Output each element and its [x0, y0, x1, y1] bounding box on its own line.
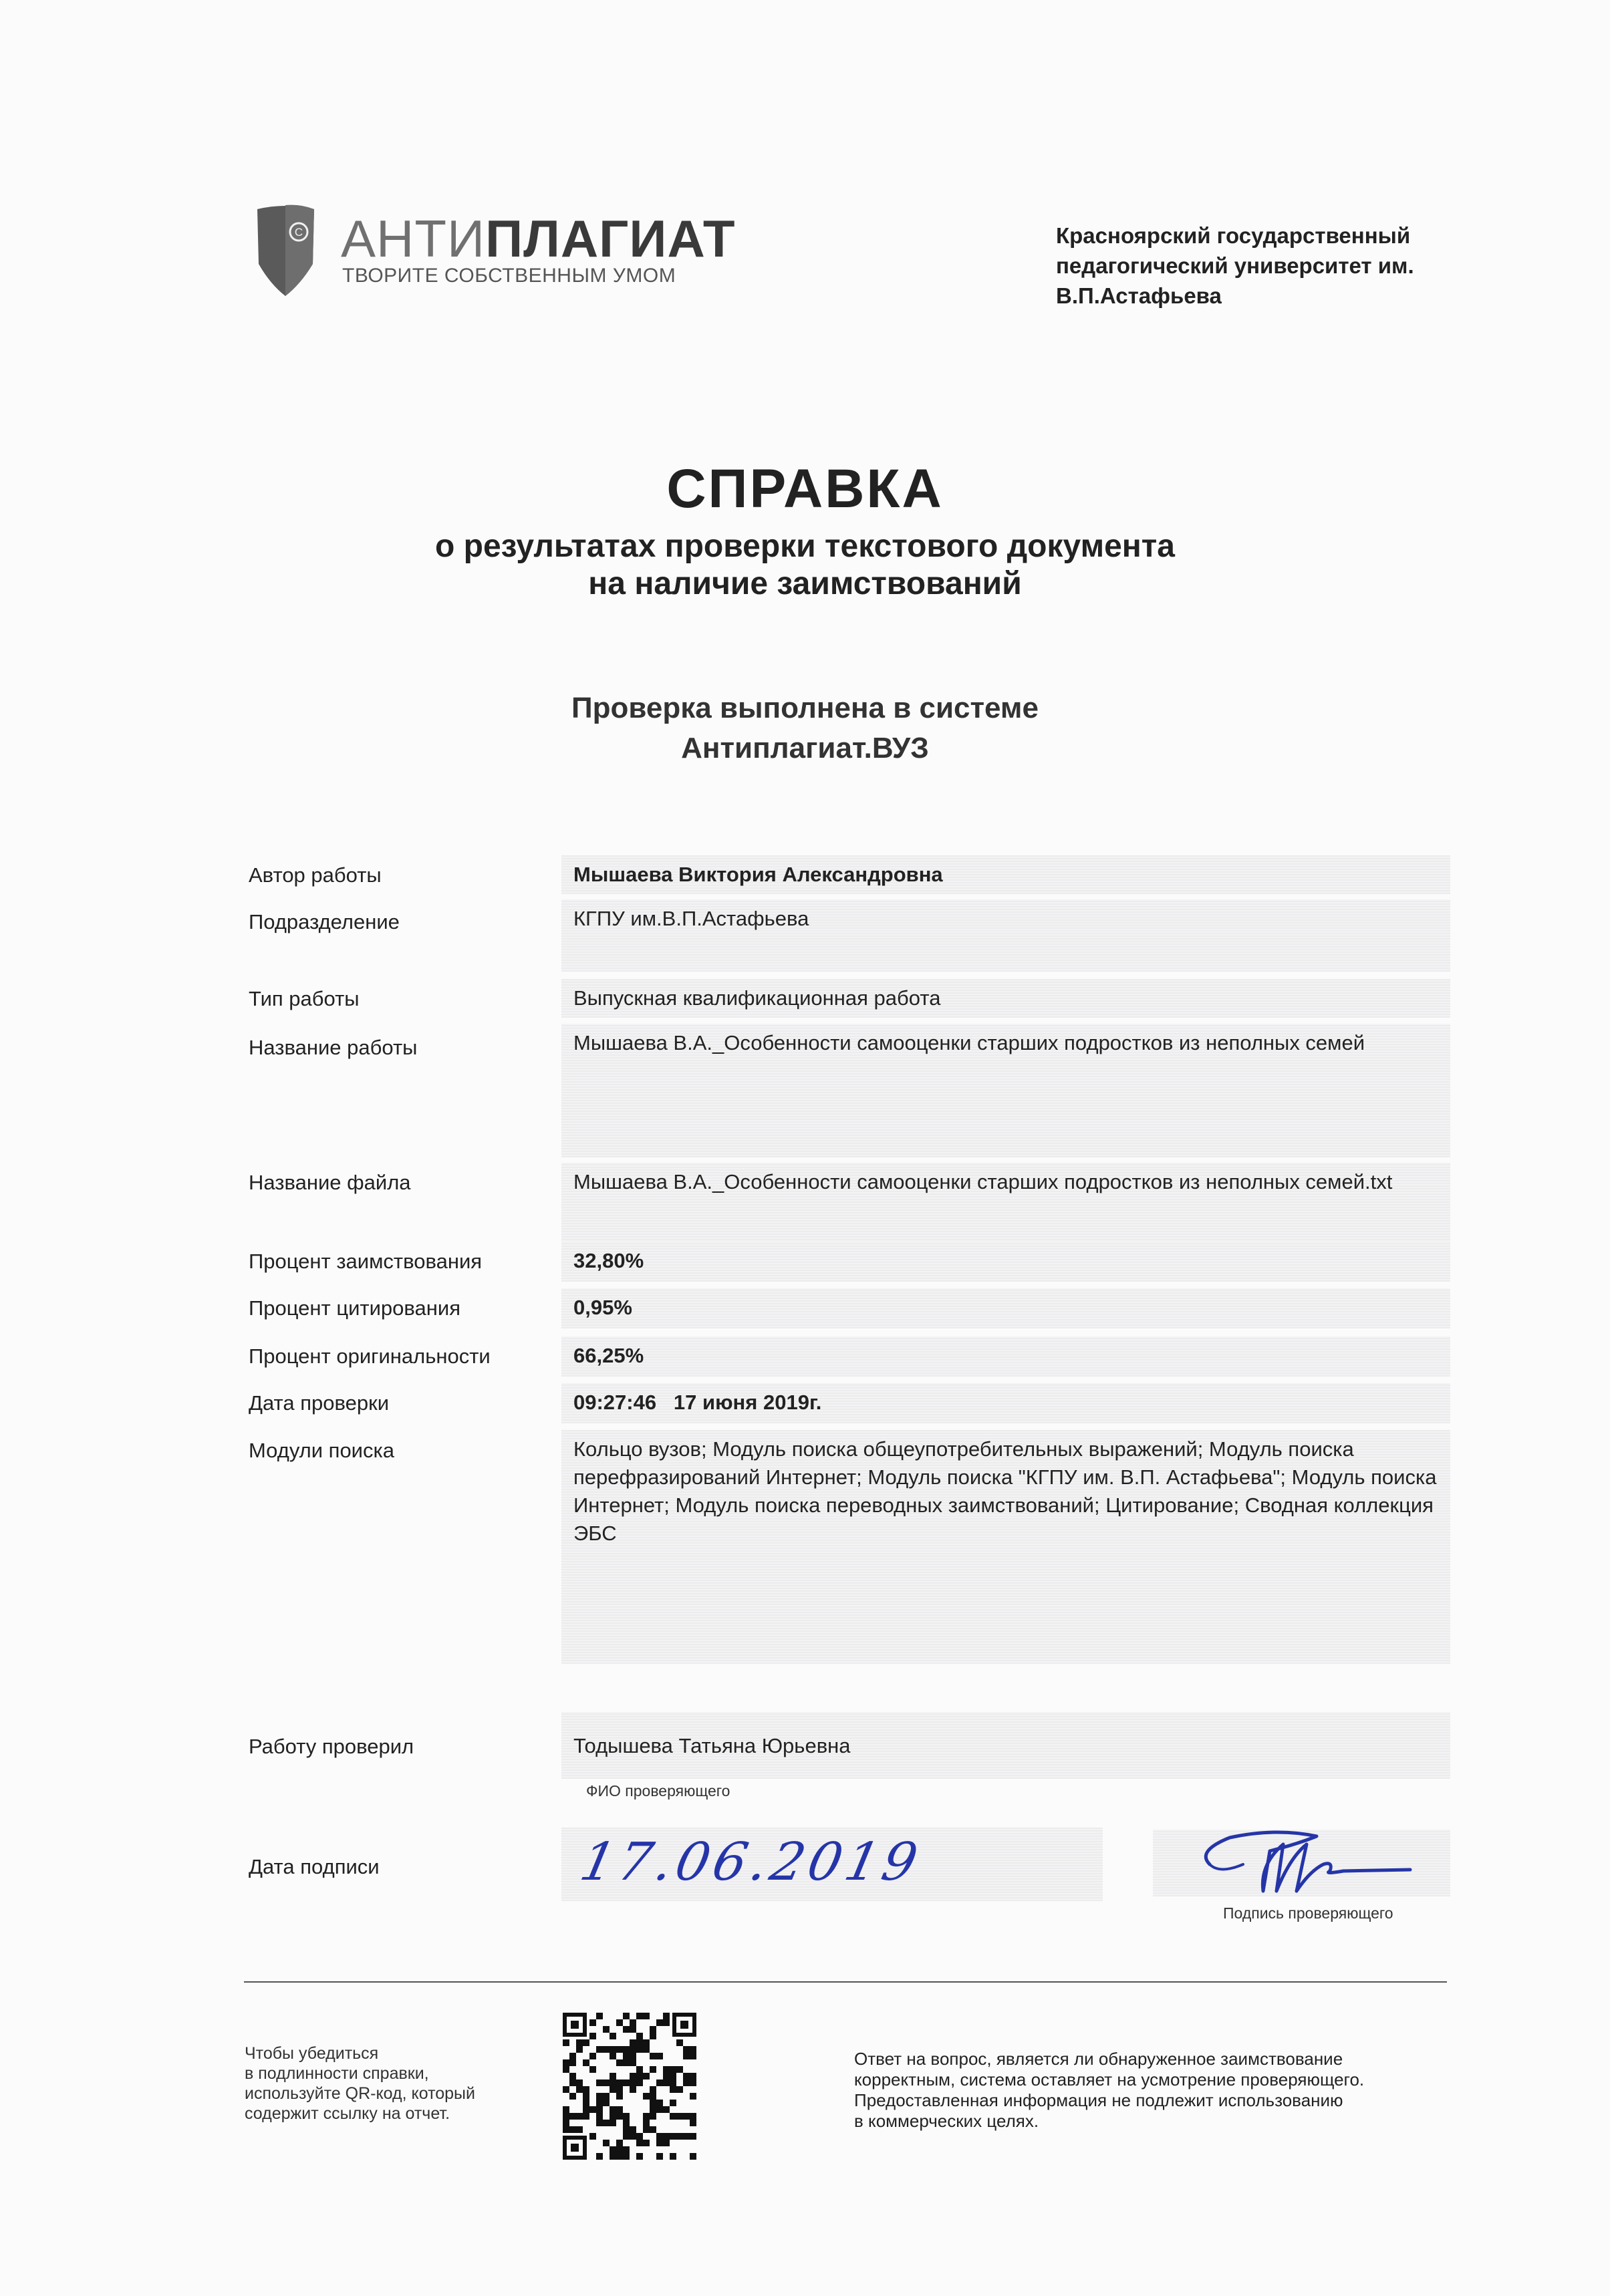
department-label: Подразделение: [249, 910, 400, 934]
author-field: [561, 855, 1450, 894]
organization-line: педагогический университет им.: [1056, 253, 1414, 278]
logo-wordmark: [341, 209, 736, 268]
work-type-field: [561, 979, 1450, 1018]
work-type-value: Выпускная квалификационная работа: [573, 986, 941, 1010]
check-date-value: 09:27:46 17 июня 2019г.: [573, 1391, 822, 1414]
originality-label: Процент оригинальности: [249, 1344, 491, 1368]
qr-code-icon: [563, 2013, 696, 2160]
work-title-value: Мышаева В.А._Особенности самооценки старших подростков из неполных семей: [573, 1031, 1365, 1054]
svg-text:C: C: [294, 226, 303, 239]
file-name-field: [561, 1163, 1450, 1243]
originality-value: 66,25%: [573, 1344, 644, 1367]
department-field: [561, 899, 1450, 972]
organization-name: [1056, 221, 1414, 311]
system-info: [0, 688, 1610, 768]
copyright-shield-icon: [254, 204, 317, 297]
check-date-field: [561, 1383, 1450, 1423]
citation-label: Процент цитирования: [249, 1296, 460, 1320]
checked-by-value: Тодышева Татьяна Юрьевна: [573, 1734, 851, 1757]
work-title-label: Название работы: [249, 1036, 418, 1059]
organization-line: В.П.Астафьева: [1056, 283, 1222, 308]
disclaimer-line: Ответ на вопрос, является ли обнаруженное заимствование: [854, 2049, 1343, 2069]
modules-value: Кольцо вузов; Модуль поиска общеупотребительных выражений; Модуль поиска перефразирований Интернет; Модуль поиска "КГПУ им. В.П. Астафьева"; Модуль поиска Интернет; Модуль поиска переводных заимствований; Цитирование; Сводная коллекция ЭБС: [573, 1437, 1437, 1545]
borrowing-field: [561, 1242, 1450, 1282]
organization-line: Красноярский государственный: [1056, 223, 1411, 248]
citation-field: [561, 1288, 1450, 1328]
checked-by-label: Работу проверил: [249, 1735, 414, 1758]
signature-caption: Подпись проверяющего: [1223, 1904, 1393, 1922]
subtitle-line: о результатах проверки текстового документа: [435, 529, 1175, 564]
logo-word-light: АНТИ: [341, 209, 486, 268]
handwritten-date: 17.06.2019: [575, 1832, 927, 1892]
check-date-label: Дата проверки: [249, 1391, 390, 1415]
document-subtitle: [0, 528, 1610, 603]
logo-tagline: ТВОРИТЕ СОБСТВЕННЫМ УМОМ: [342, 265, 676, 287]
sign-date-label: Дата подписи: [249, 1855, 380, 1878]
borrowing-value: 32,80%: [573, 1249, 644, 1272]
file-name-value: Мышаева В.А._Особенности самооценки старших подростков из неполных семей.txt: [573, 1170, 1393, 1193]
disclaimer-line: корректным, система оставляет на усмотрение проверяющего.: [854, 2069, 1365, 2090]
author-value: Мышаева Виктория Александровна: [573, 863, 943, 886]
handwritten-signature: [1190, 1824, 1430, 1898]
modules-field: [561, 1430, 1450, 1664]
department-value: КГПУ им.В.П.Астафьева: [573, 907, 809, 930]
work-type-label: Тип работы: [249, 987, 360, 1010]
fio-caption: ФИО проверяющего: [586, 1782, 730, 1800]
disclaimer-line: Предоставленная информация не подлежит использованию: [854, 2090, 1343, 2110]
disclaimer: [854, 2049, 1364, 2132]
modules-label: Модули поиска: [249, 1439, 394, 1462]
originality-field: [561, 1336, 1450, 1377]
checked-by-field: [561, 1712, 1450, 1779]
qr-instructions-line: в подлинности справки,: [245, 2064, 429, 2083]
qr-instructions-line: используйте QR-код, который: [245, 2084, 475, 2103]
subtitle-line: на наличие заимствований: [588, 566, 1022, 601]
work-title-field: [561, 1024, 1450, 1157]
qr-instructions-line: содержит ссылку на отчет.: [245, 2104, 450, 2123]
disclaimer-line: в коммерческих целях.: [854, 2111, 1039, 2131]
borrowing-label: Процент заимствования: [249, 1250, 483, 1273]
divider: [244, 1981, 1447, 1983]
logo-word-dark: ПЛАГИАТ: [485, 209, 736, 268]
author-label: Автор работы: [249, 863, 382, 887]
qr-instructions: [245, 2043, 475, 2124]
file-name-label: Название файла: [249, 1171, 411, 1194]
citation-value: 0,95%: [573, 1296, 632, 1319]
document-title: СПРАВКА: [666, 458, 944, 519]
qr-instructions-line: Чтобы убедиться: [245, 2044, 379, 2063]
system-name: Антиплагиат.ВУЗ: [681, 732, 929, 764]
system-line: Проверка выполнена в системе: [571, 692, 1039, 724]
